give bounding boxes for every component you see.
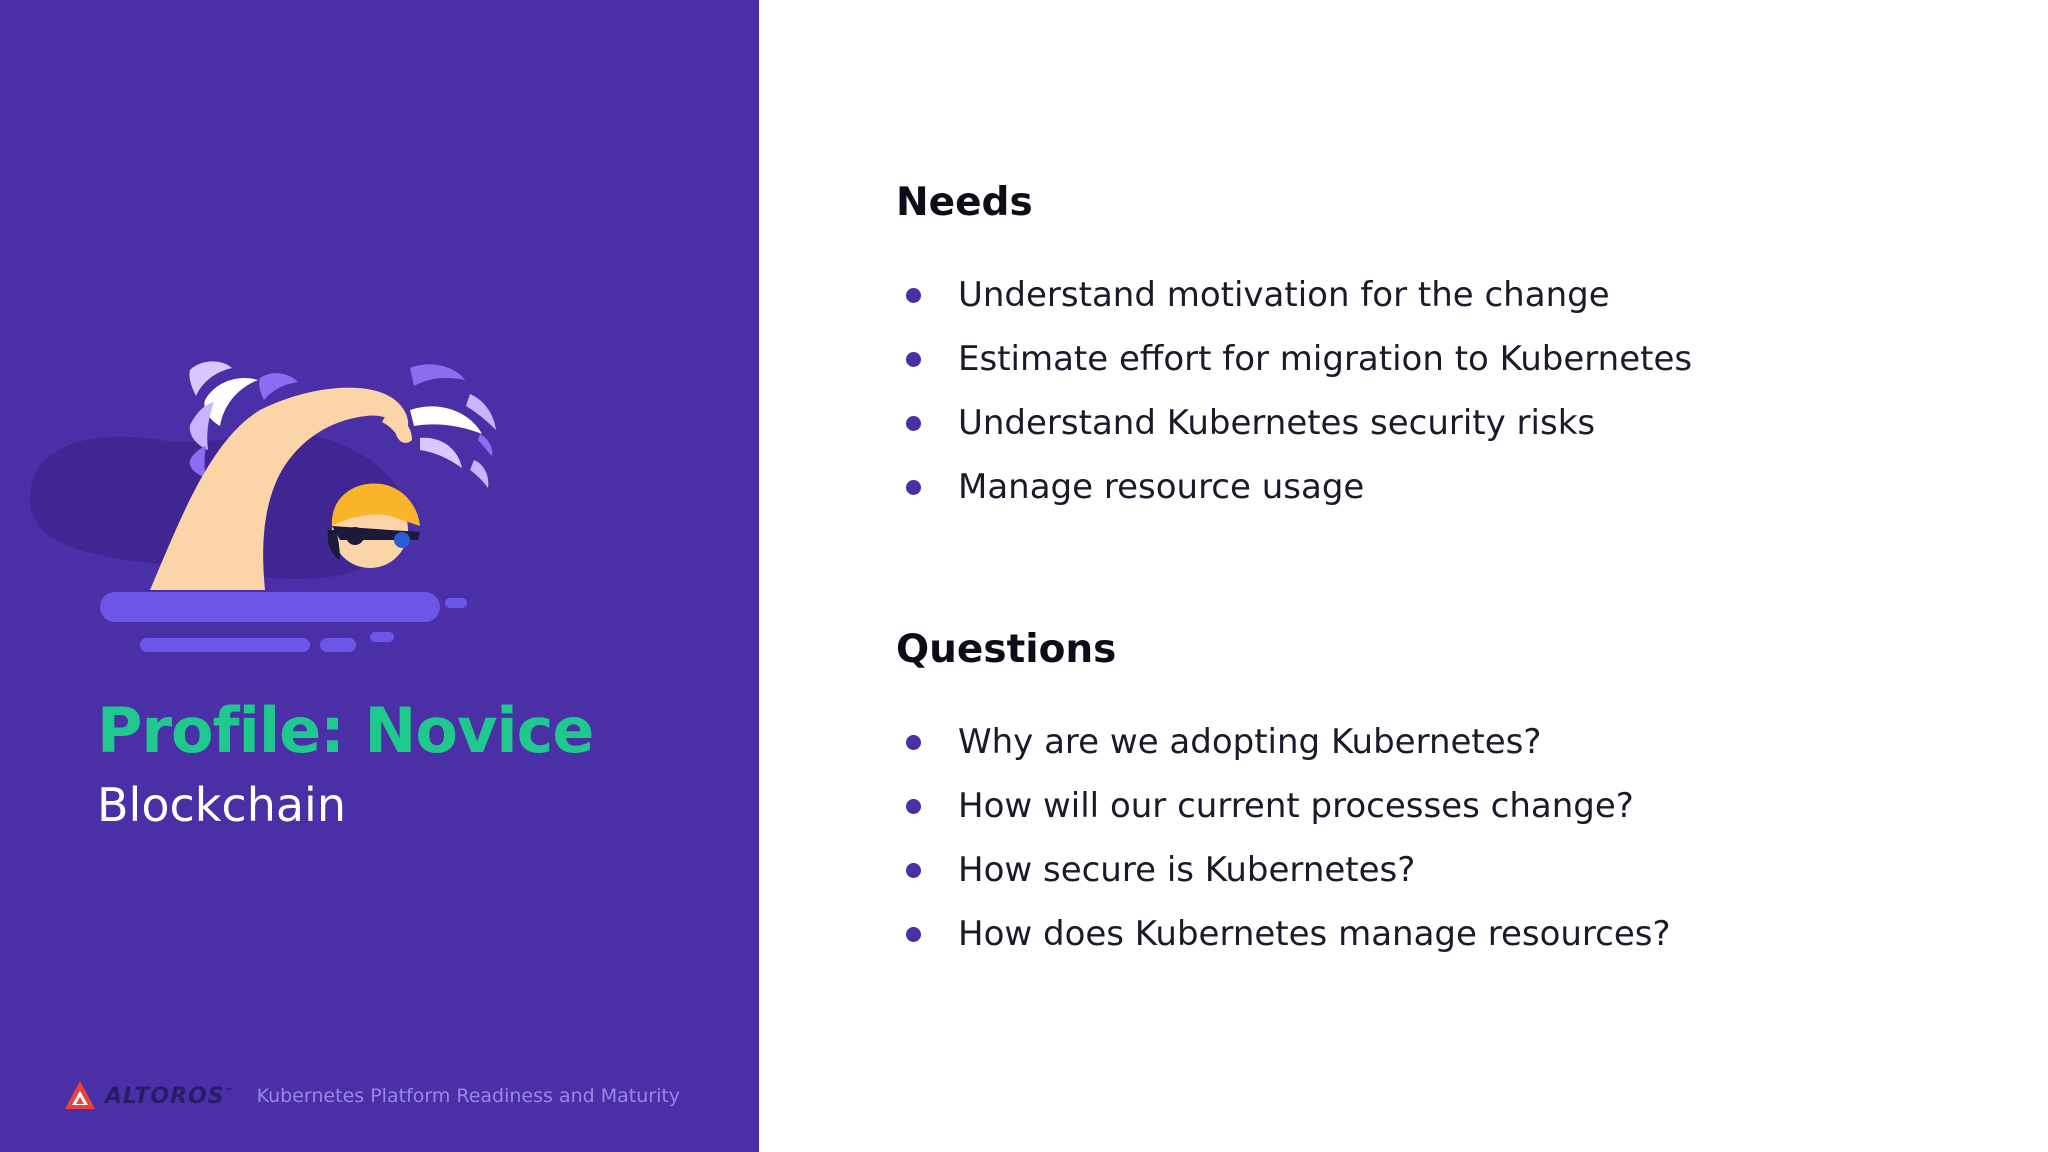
bullet-dot-icon	[906, 735, 921, 750]
needs-section	[896, 180, 1692, 519]
questions-heading: Questions	[896, 627, 1117, 672]
questions-list	[896, 710, 1671, 966]
list-item: Why are we adopting Kubernetes?	[896, 710, 1671, 774]
needs-list	[896, 263, 1692, 519]
questions-section	[896, 627, 1671, 966]
bullet-dot-icon	[906, 480, 921, 495]
needs-heading: Needs	[896, 180, 1033, 225]
footer	[63, 1078, 680, 1114]
bullet-dot-icon	[906, 352, 921, 367]
bullet-dot-icon	[906, 863, 921, 878]
list-item: How does Kubernetes manage resources?	[896, 902, 1671, 966]
list-item: How will our current processes change?	[896, 774, 1671, 838]
footer-caption: Kubernetes Platform Readiness and Maturity	[256, 1085, 681, 1107]
profile-subtitle: Blockchain	[97, 778, 346, 832]
right-panel	[759, 0, 2048, 1152]
list-item: Understand Kubernetes security risks	[896, 391, 1692, 455]
list-item: Understand motivation for the change	[896, 263, 1692, 327]
altoros-logo-text: ALTOROS™	[105, 1083, 235, 1109]
list-item: How secure is Kubernetes?	[896, 838, 1671, 902]
bullet-dot-icon	[906, 799, 921, 814]
left-panel	[0, 0, 759, 1152]
bullet-dot-icon	[906, 416, 921, 431]
list-item: Estimate effort for migration to Kubernetes	[896, 327, 1692, 391]
bullet-dot-icon	[906, 927, 921, 942]
bullet-dot-icon	[906, 288, 921, 303]
list-item: Manage resource usage	[896, 455, 1692, 519]
profile-title: Profile: Novice	[97, 694, 594, 767]
altoros-logo-icon	[63, 1079, 97, 1113]
swimmer-illustration-icon	[10, 330, 510, 670]
